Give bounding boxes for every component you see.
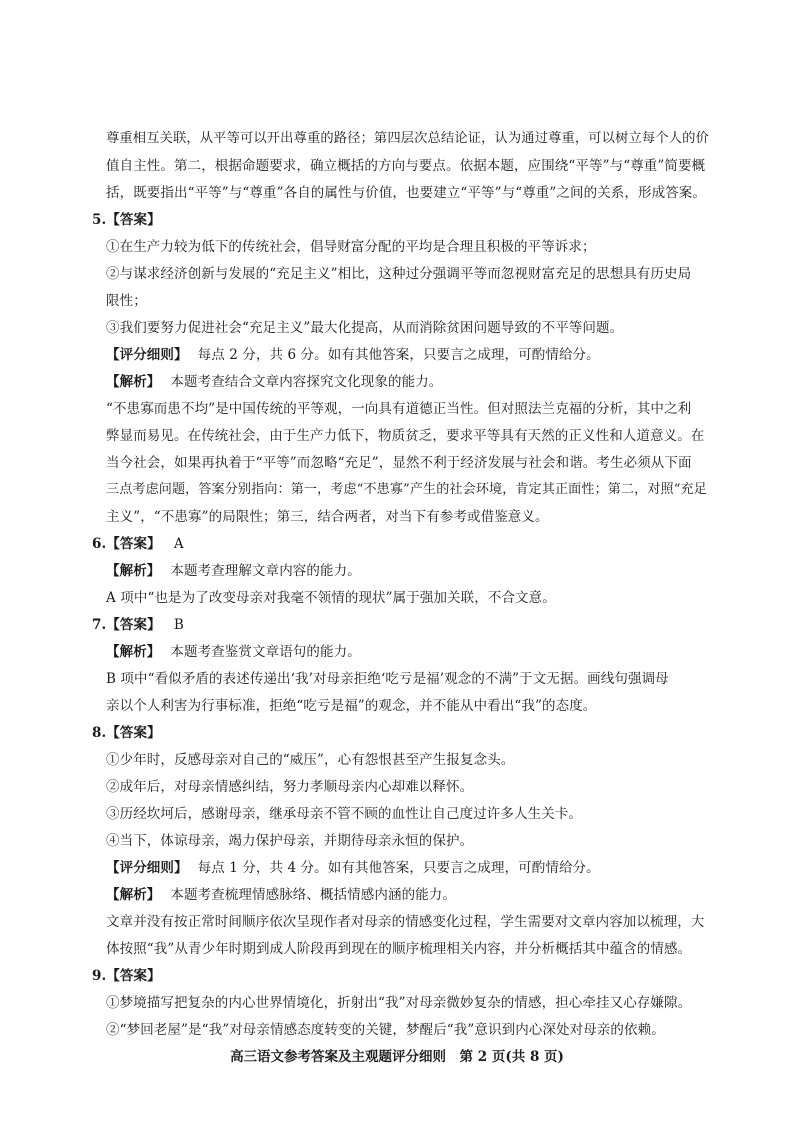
scoring-tag: 【评分细则】	[106, 860, 188, 876]
text-line: 主义”，“不患寡”的局限性；第三，结合两者，对当下有参考或借鉴意义。	[106, 509, 549, 525]
analysis-tag: 【解析】	[106, 887, 161, 903]
question-7-heading: 7.【答案】	[92, 617, 161, 633]
text-line: 括，既要指出“平等”与“尊重”各自的属性与价值，也要建立“平等”与“尊重”之间的关系，形成答案。	[106, 185, 707, 201]
scoring-rules-5	[106, 345, 600, 365]
text-line: 体按照“我”从青少年时期到成人阶段再到现在的顺序梳理相关内容，并分析概括其中蕴含的情感。	[106, 941, 692, 957]
text-line: 亲以个人利害为行事标准，拒绝“吃亏是福”的观念，并不能从中看出“我”的态度。	[106, 698, 597, 714]
text-line: A 项中“也是为了改变母亲对我毫不领情的现状”属于强加关联，不合文意。	[106, 590, 556, 606]
text-line: ②与谋求经济创新与发展的“充足主义”相比，这种过分强调平等而忽视财富充足的思想具有历史局	[106, 266, 692, 282]
analysis-text: 本题考查理解文章内容的能力。	[170, 563, 361, 579]
analysis-7	[106, 642, 361, 662]
analysis-5	[106, 372, 442, 392]
question-5-answer-heading: 5.【答案】	[92, 212, 161, 228]
analysis-tag: 【解析】	[106, 644, 161, 660]
text-line: 当今社会，如果再执着于“平等”而忽略“充足”，显然不利于经济发展与社会和谐。考生必须从下面	[106, 455, 692, 471]
analysis-text: 本题考查鉴赏文章语句的能力。	[170, 644, 361, 660]
text-line: ③历经坎坷后，感谢母亲，继承母亲不管不顾的血性让自己度过许多人生关卡。	[106, 806, 582, 822]
text-line: ④当下，体谅母亲，竭力保护母亲，并期待母亲永恒的保护。	[106, 833, 474, 849]
text-line: 限性；	[106, 293, 147, 309]
text-line: 三点考虑问题，答案分别指向：第一，考虑“不患寡”产生的社会环境，肯定其正面性；第二，对照“充足	[106, 482, 707, 497]
scoring-tag: 【评分细则】	[106, 347, 188, 363]
question-7-choice: B	[173, 617, 184, 633]
text-line: ③我们要努力促进社会“充足主义”最大化提高，从而消除贫困问题导致的不平等问题。	[106, 320, 624, 336]
text-line: ①少年时，反感母亲对自己的“威压”，心有怨恨甚至产生报复念头。	[106, 752, 515, 768]
text-line: ②成年后，对母亲情感纠结，努力孝顺母亲内心却难以释怀。	[106, 779, 474, 795]
question-6-answer	[92, 534, 184, 554]
question-6-heading: 6.【答案】	[92, 536, 161, 552]
text-line: “不患寡而患不均”是中国传统的平等观，一向具有道德正当性。但对照法兰克福的分析，其中之利	[106, 401, 692, 417]
scoring-text: 每点 1 分，共 4 分。如有其他答案，只要言之成理，可酌情给分。	[197, 860, 600, 876]
text-line: 文章并没有按正常时间顺序依次呈现作者对母亲的情感变化过程，学生需要对文章内容加以梳理，大	[106, 914, 705, 930]
text-line: ①梦境描写把复杂的内心世界情境化，折射出“我”对母亲微妙复杂的情感，担心牵挂又心存嫌隙。	[106, 995, 692, 1011]
analysis-8	[106, 885, 456, 905]
question-9-answer-heading: 9.【答案】	[92, 968, 161, 984]
analysis-text: 本题考查梳理情感脉络、概括情感内涵的能力。	[170, 887, 457, 903]
text-line: ①在生产力较为低下的传统社会，倡导财富分配的平均是合理且积极的平等诉求；	[106, 239, 596, 255]
question-6-choice: A	[173, 536, 184, 552]
text-line: 值自主性。第二，根据命题要求，确立概括的方向与要点。依据本题，应围绕“平等”与“尊重”简要概	[106, 158, 706, 174]
analysis-text: 本题考查结合文章内容探究文化现象的能力。	[170, 374, 443, 390]
text-line: ②“梦回老屋”是“我”对母亲情感态度转变的关键，梦醒后“我”意识到内心深处对母亲的依赖。	[106, 1022, 665, 1038]
question-8-answer-heading: 8.【答案】	[92, 725, 161, 741]
scoring-text: 每点 2 分，共 6 分。如有其他答案，只要言之成理，可酌情给分。	[197, 347, 600, 363]
analysis-tag: 【解析】	[106, 374, 161, 390]
page-footer: 高三语文参考答案及主观题评分细则 第 2 页(共 8 页)	[230, 1049, 564, 1065]
text-line: 尊重相互关联，从平等可以开出尊重的路径；第四层次总结论证，认为通过尊重，可以树立每个人的价	[106, 131, 709, 146]
text-line: B 项中“看似矛盾的表述传递出‘我’对母亲拒绝‘吃亏是福’观念的不满”于文无据。画线句强调母	[106, 671, 669, 687]
analysis-6	[106, 561, 361, 581]
scoring-rules-8	[106, 858, 600, 878]
text-line: 弊显而易见。在传统社会，由于生产力低下，物质贫乏，要求平等具有天然的正义性和人道意义。在	[106, 428, 705, 444]
analysis-tag: 【解析】	[106, 563, 161, 579]
question-7-answer	[92, 615, 184, 635]
